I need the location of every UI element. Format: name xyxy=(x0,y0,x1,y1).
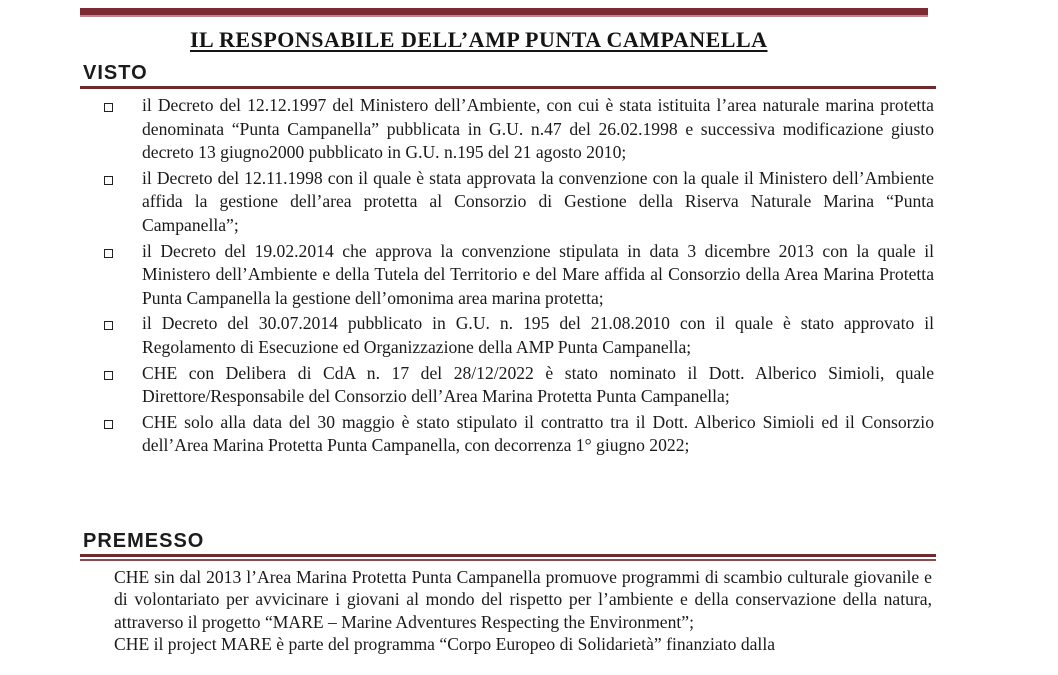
checkbox-bullet-icon xyxy=(104,420,113,429)
section-rule-visto xyxy=(80,86,936,89)
section-heading-visto: VISTO xyxy=(83,62,148,84)
list-item-text: CHE con Delibera di CdA n. 17 del 28/12/2022 è stato nominato il Dott. Alberico Simioli, quale Direttore/Responsabile del Consorzio dell’Area Marina Protetta Punta Campanella; xyxy=(142,362,934,407)
list-item-text: il Decreto del 30.07.2014 pubblicato in G.U. n. 195 del 21.08.2010 con il quale è stato approvato il Regolamento di Esecuzione ed Organizzazione della AMP Punta Campanella; xyxy=(142,313,934,357)
list-item xyxy=(104,94,934,165)
list-item xyxy=(104,362,934,409)
premesso-paragraph: CHE sin dal 2013 l’Area Marina Protetta Punta Campanella promuove programmi di scambio culturale giovanile e di volontariato per avvicinare i giovani al mondo del rispetto per l’ambiente e della conservazione della natura, attraverso il progetto “MARE – Marine Adventures Respecting the Environment”; xyxy=(114,567,932,632)
visto-list xyxy=(104,94,934,460)
list-item xyxy=(104,240,934,311)
list-item xyxy=(104,167,934,238)
section-rule-premesso xyxy=(80,554,936,557)
list-item-text: CHE solo alla data del 30 maggio è stato stipulato il contratto tra il Dott. Alberico Simioli ed il Consorzio dell’Area Marina Protetta Punta Campanella, con decorrenza 1° giugno 2022; xyxy=(142,411,934,456)
section-heading-premesso: PREMESSO xyxy=(83,530,205,552)
list-item-text: il Decreto del 19.02.2014 che approva la convenzione stipulata in data 3 dicembre 2013 con la quale il Ministero dell’Ambiente e della Tutela del Territorio e del Mare affida al Consorzio della Area Marina Protetta Punta Campanella la gestione dell’omonima area marina protetta; xyxy=(142,240,934,308)
premesso-body xyxy=(114,566,932,656)
checkbox-bullet-icon xyxy=(104,176,113,185)
document-title: IL RESPONSABILE DELL’AMP PUNTA CAMPANELLA xyxy=(190,27,768,52)
checkbox-bullet-icon xyxy=(104,249,113,258)
list-item xyxy=(104,312,934,359)
list-item-text: il Decreto del 12.11.1998 con il quale è stata approvata la convenzione con la quale il Ministero dell’Ambiente affida la gestione dell’area protetta al Consorzio di Gestione della Riserva Naturale Marina “Punta Campanella”; xyxy=(142,167,934,235)
list-item xyxy=(104,411,934,458)
section-rule-premesso-secondary xyxy=(80,559,936,561)
header-rule xyxy=(80,8,928,17)
checkbox-bullet-icon xyxy=(104,321,113,330)
checkbox-bullet-icon xyxy=(104,371,113,380)
checkbox-bullet-icon xyxy=(104,103,113,112)
premesso-paragraph: CHE il project MARE è parte del programma “Corpo Europeo di Solidarietà” finanziato dalla xyxy=(114,634,776,655)
list-item-text: il Decreto del 12.12.1997 del Ministero dell’Ambiente, con cui è stata istituita l’area naturale marina protetta denominata “Punta Campanella” pubblicata in G.U. n.47 del 26.02.1998 e successiva modificazione giusto decreto 13 giugno2000 pubblicato in G.U. n.195 del 21 agosto 2010; xyxy=(142,95,934,163)
